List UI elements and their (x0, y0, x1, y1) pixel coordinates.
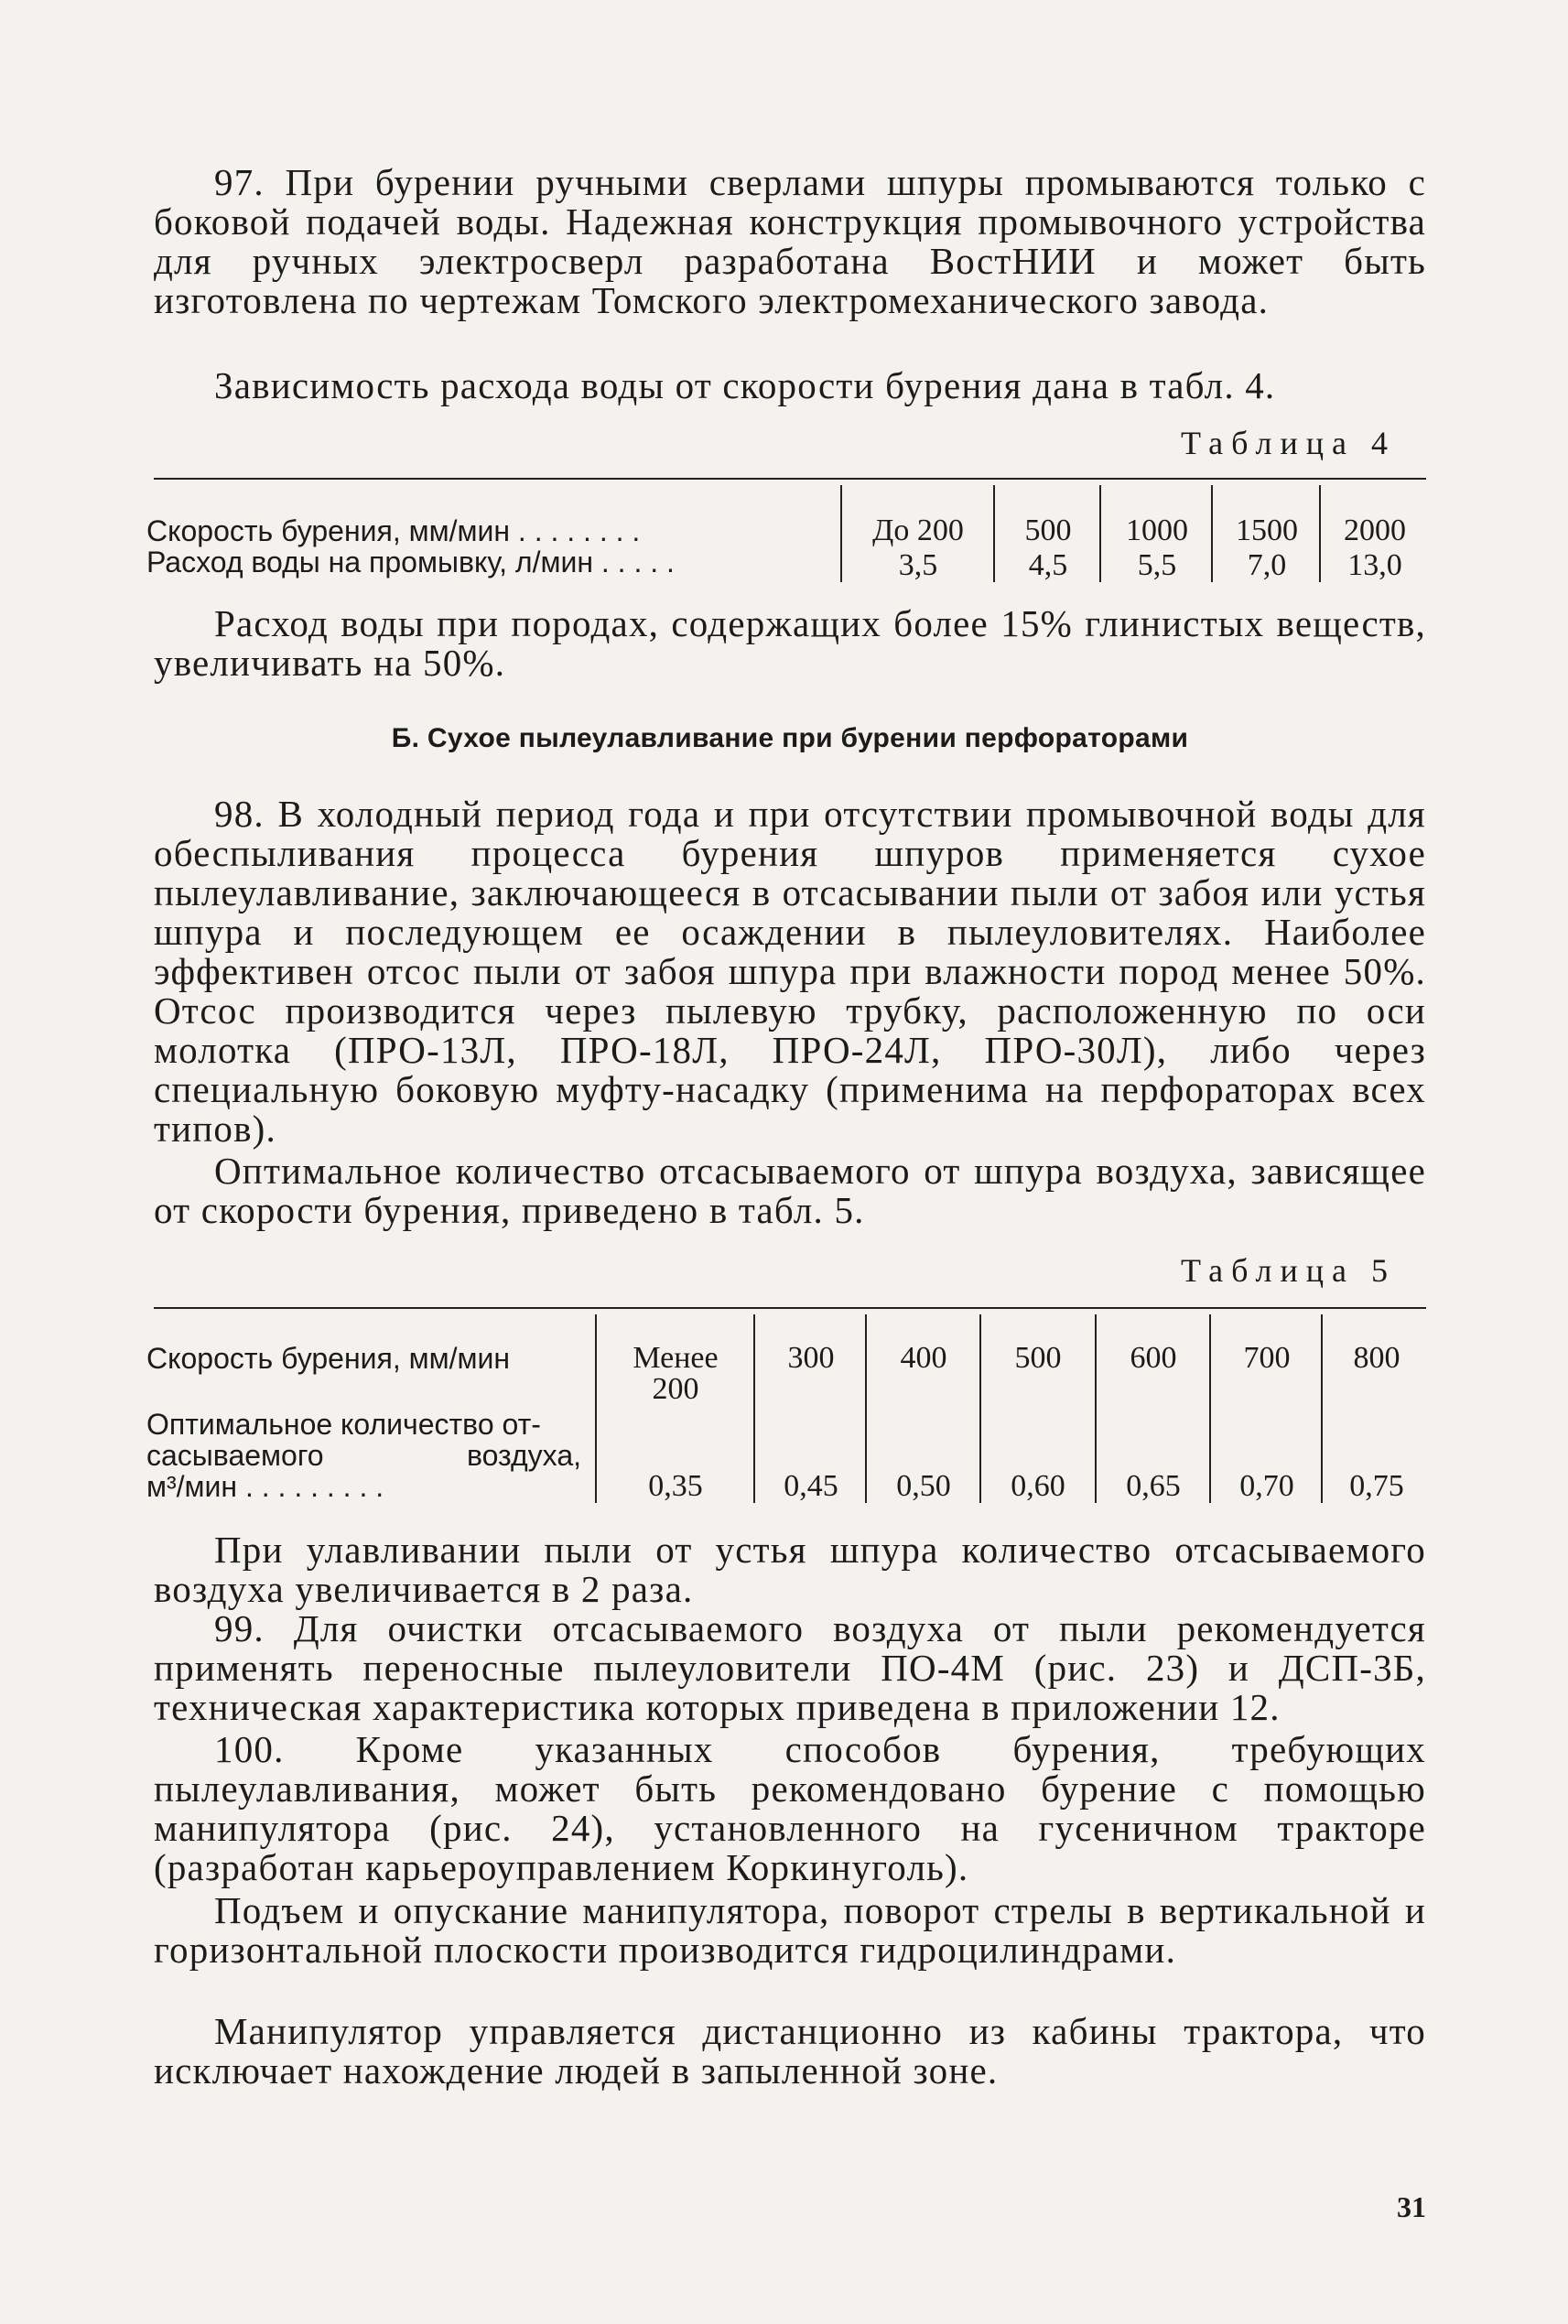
section-b-heading: Б. Сухое пылеулавливание при бурении перфораторами (391, 723, 1189, 753)
table4-cell: 2000 (1344, 513, 1406, 547)
table5-vline (1321, 1314, 1323, 1503)
table5-vline (865, 1314, 867, 1503)
table4-cell: 4,5 (1028, 548, 1068, 582)
paragraph-98: 98. В холодный период года и при отсутствии промывочной воды для обеспыливания процесса бурения шпуров применяется сухое пылеулавливание, заключающееся в отсасывании пыли от забоя или устья шпура и последующем ее осаждении в пылеуловителях. Наиболее эффективен отсос пыли от забоя шпура при влажности пород менее 50%. Отсос производится через пылевую трубку, расположенную по оси молотка (ПРО-13Л, ПРО-18Л, ПРО-24Л, ПРО-30Л), либо через специальную боковую муфту-насадку (применима на перфораторах всех типов). (154, 793, 1426, 1150)
table5-cell: 0,70 (1239, 1469, 1294, 1503)
table5-cell: 0,35 (648, 1469, 703, 1503)
paragraph-after-table5: При улавливании пыли от устья шпура количество отсасываемого воздуха увеличивается в 2 раза. (154, 1529, 1426, 1610)
paragraph-after-table4: Расход воды при породах, содержащих более 15% глинистых веществ, увеличивать на 50%. (154, 602, 1426, 684)
table5-cell: Менее (633, 1341, 719, 1375)
table4-vline (1319, 485, 1321, 582)
table5-vline (595, 1314, 597, 1503)
table5-caption: Таблица 5 (1181, 1252, 1396, 1289)
table5-vline (1209, 1314, 1211, 1503)
table5-top-rule (154, 1307, 1426, 1309)
table5-cell: 500 (1014, 1341, 1062, 1375)
table5-row-label: м³/мин . . . . . . . . . (146, 1470, 384, 1503)
table5-cell: 800 (1353, 1341, 1400, 1375)
table5-cell: 0,75 (1349, 1469, 1404, 1503)
table5-vline (1095, 1314, 1097, 1503)
paragraph-97: 97. При бурении ручными сверлами шпуры промываются только с боковой подачей воды. Надежная конструкция промывочного устройства для ручных электросверл разработана ВостНИИ и может быть изготовлена по чертежам Томского электромеханического завода. (154, 161, 1426, 321)
table4-cell: До 200 (872, 513, 964, 547)
table5-cell: 200 (652, 1372, 699, 1406)
table5-vline (979, 1314, 981, 1503)
table5-row-label: Оптимальное количество от- (146, 1408, 541, 1441)
table4-vline (993, 485, 995, 582)
table5-cell: 0,45 (784, 1469, 838, 1503)
table4-vline (1099, 485, 1101, 582)
table4-vline (840, 485, 842, 582)
table4-top-rule (154, 478, 1426, 480)
paragraph-table5-ref: Оптимальное количество отсасываемого от шпура воздуха, зависящее от скорости бурения, приведено в табл. 5. (154, 1150, 1426, 1231)
table5-cell: 0,50 (896, 1469, 951, 1503)
table5-cell: 600 (1130, 1341, 1177, 1375)
table5-vline (753, 1314, 755, 1503)
table4-cell: 5,5 (1137, 548, 1177, 582)
table4-cell: 500 (1024, 513, 1072, 547)
table4-row-label: Скорость бурения, мм/мин . . . . . . . . (146, 514, 641, 547)
page-number: 31 (1397, 2190, 1426, 2223)
table4-row-label: Расход воды на промывку, л/мин . . . . . (146, 546, 675, 578)
table5-cell: 400 (900, 1341, 947, 1375)
table4-cell: 3,5 (898, 548, 938, 582)
table4-cell: 13,0 (1347, 548, 1402, 582)
paragraph-100c: Манипулятор управляется дистанционно из кабины трактора, что исключает нахождение людей в запыленной зоне. (154, 2010, 1426, 2092)
table4-cell: 1000 (1126, 513, 1188, 547)
table4-caption: Таблица 4 (1181, 425, 1396, 461)
table5-cell: 0,60 (1011, 1469, 1065, 1503)
table5-cell: 0,65 (1126, 1469, 1181, 1503)
table4-vline (1211, 485, 1213, 582)
table5-row-label: Скорость бурения, мм/мин (146, 1342, 511, 1375)
paragraph-99: 99. Для очистки отсасываемого воздуха от пыли рекомендуется применять переносные пылеуловители ПО-4М (рис. 23) и ДСП-3Б, техническая характеристика которых приведена в приложении 12. (154, 1607, 1426, 1728)
paragraph-100b: Подъем и опускание манипулятора, поворот стрелы в вертикальной и горизонтальной плоскости производится гидроцилиндрами. (154, 1889, 1426, 1971)
table5-cell: 300 (787, 1341, 835, 1375)
table5-cell: 700 (1243, 1341, 1291, 1375)
table5-row-label: сасываемого воздуха, (146, 1439, 581, 1472)
table4-cell: 1500 (1236, 513, 1298, 547)
paragraph-100: 100. Кроме указанных способов бурения, требующих пылеулавливания, может быть рекомендовано бурение с помощью манипулятора (рис. 24), установленного на гусеничном тракторе (разработан карьероуправлением Коркинуголь). (154, 1728, 1426, 1888)
table4-cell: 7,0 (1247, 548, 1287, 582)
paragraph-table4-ref: Зависимость расхода воды от скорости бурения дана в табл. 4. (214, 364, 1276, 406)
